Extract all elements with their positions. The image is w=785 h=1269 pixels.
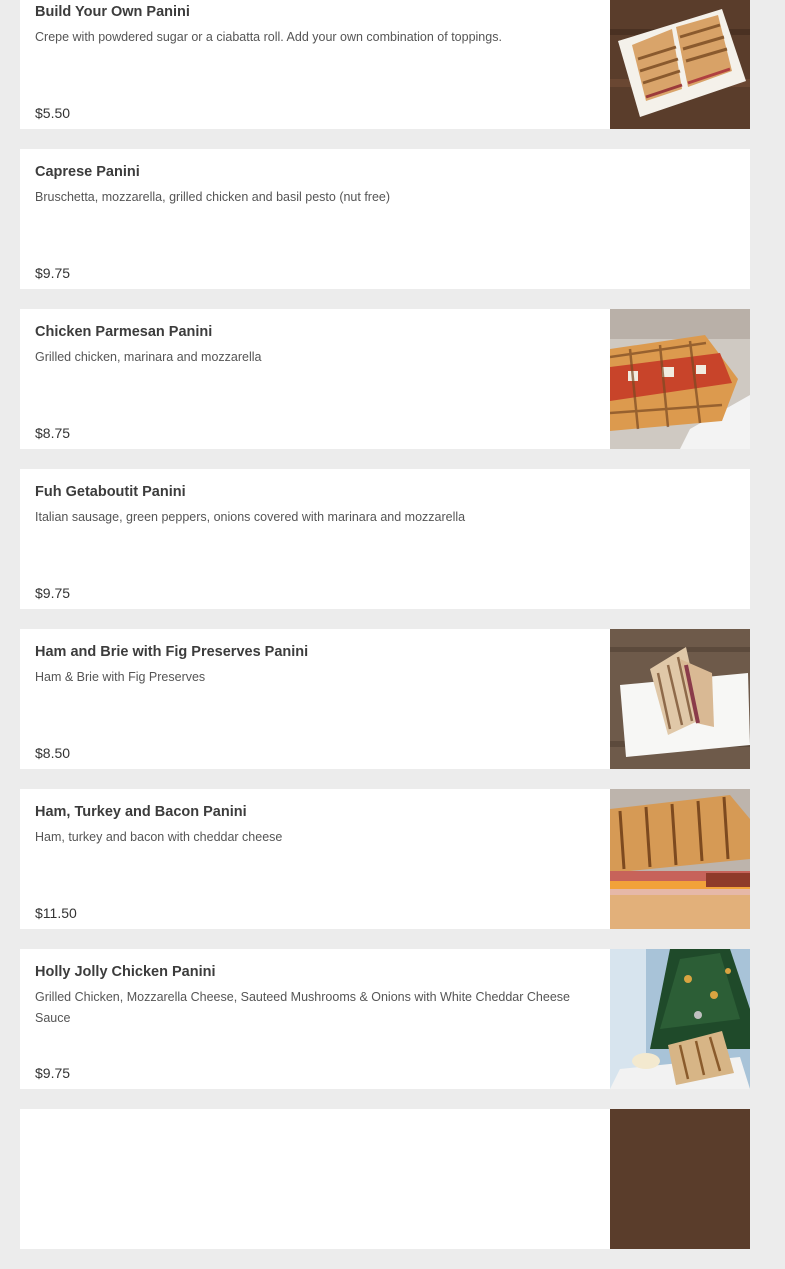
- menu-item-photo[interactable]: [610, 0, 750, 129]
- menu-item-description: Italian sausage, green peppers, onions covered with marinara and mozzarella: [35, 510, 466, 524]
- menu-item-name[interactable]: Fuh Getaboutit Panini: [35, 484, 186, 500]
- menu-item-info: [35, 962, 590, 1089]
- menu-item-photo[interactable]: [610, 789, 750, 929]
- chicken-parmesan-panini-icon: [610, 309, 750, 449]
- menu-item-info: [35, 802, 590, 929]
- menu-item-info: [35, 482, 730, 609]
- menu-item-description: Grilled chicken, marinara and mozzarella: [35, 350, 262, 364]
- menu-item-price: $9.75: [35, 265, 71, 281]
- menu-item-price: $8.50: [35, 745, 71, 761]
- menu-item-info: [35, 322, 590, 449]
- ham-turkey-bacon-panini-icon: [610, 789, 750, 929]
- menu-item-card[interactable]: [20, 949, 750, 1089]
- menu-item-description: Crepe with powdered sugar or a ciabatta roll. Add your own combination of toppings.: [35, 30, 502, 44]
- menu-item-name[interactable]: Chicken Parmesan Panini: [35, 324, 213, 340]
- menu-item-price: $9.75: [35, 1065, 71, 1081]
- menu-item-price: $5.50: [35, 105, 71, 121]
- menu-item-card[interactable]: [20, 789, 750, 929]
- christmas-tree-panini-icon: [610, 949, 750, 1089]
- menu-item-photo[interactable]: [610, 629, 750, 769]
- menu-item-card[interactable]: [20, 0, 750, 129]
- menu-item-info: [35, 2, 590, 129]
- menu-item-card[interactable]: [20, 149, 750, 289]
- ham-brie-panini-icon: [610, 629, 750, 769]
- menu-item-price: $9.75: [35, 585, 71, 601]
- menu-item-card[interactable]: [20, 309, 750, 449]
- menu-item-name[interactable]: Holly Jolly Chicken Panini: [35, 964, 216, 980]
- menu-item-card[interactable]: [20, 629, 750, 769]
- menu-item-photo[interactable]: [610, 1109, 750, 1249]
- menu-item-photo[interactable]: [610, 309, 750, 449]
- menu-item-info: [35, 642, 590, 769]
- menu-item-list: [20, 0, 750, 1269]
- menu-item-description: Ham, turkey and bacon with cheddar cheese: [35, 830, 283, 844]
- menu-item-name[interactable]: Ham and Brie with Fig Preserves Panini: [35, 644, 309, 660]
- menu-item-description: Ham & Brie with Fig Preserves: [35, 670, 206, 684]
- menu-item-name[interactable]: Caprese Panini: [35, 164, 140, 180]
- menu-item-photo[interactable]: [610, 949, 750, 1089]
- menu-item-info: [35, 162, 730, 289]
- menu-item-price: $8.75: [35, 425, 71, 441]
- menu-item-description: Grilled Chicken, Mozzarella Cheese, Sauteed Mushrooms & Onions with White Cheddar Cheese Sauce: [35, 990, 570, 1025]
- panini-on-plate-icon: [610, 0, 750, 129]
- menu-item-price: $11.50: [35, 905, 77, 921]
- menu-item-description: Bruschetta, mozzarella, grilled chicken and basil pesto (nut free): [35, 190, 391, 204]
- menu-item-card[interactable]: [20, 1109, 750, 1249]
- menu-item-card[interactable]: [20, 469, 750, 609]
- menu-item-name[interactable]: Build Your Own Panini: [35, 4, 190, 20]
- menu-item-name[interactable]: Ham, Turkey and Bacon Panini: [35, 804, 247, 820]
- panini-photo-icon: [610, 1109, 750, 1249]
